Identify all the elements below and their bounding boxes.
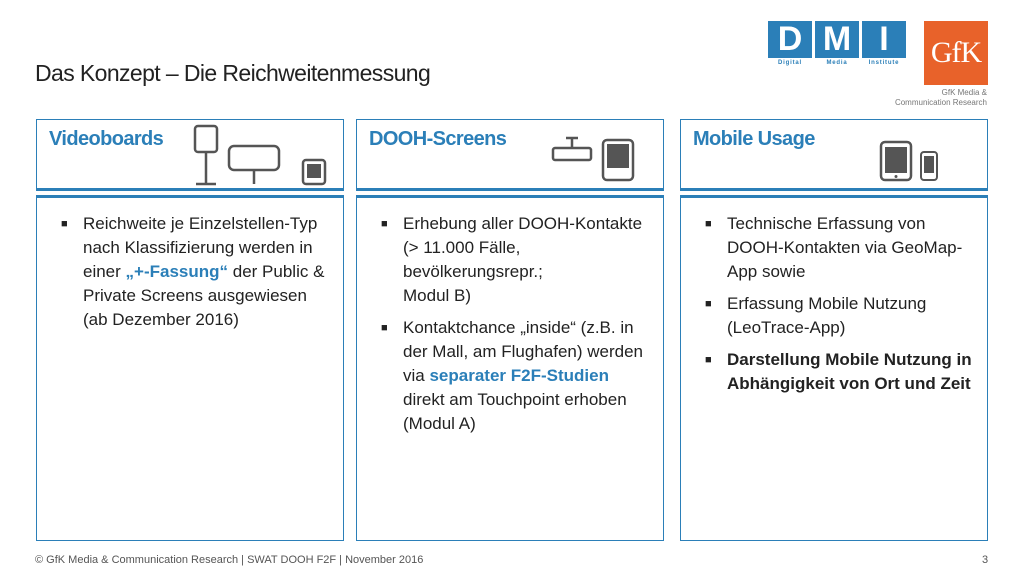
pillar-screen-icon	[195, 126, 217, 184]
billboard-icon	[229, 146, 279, 184]
item-text: Erhebung aller DOOH-Kontakte (> 11.000 Fälle, bevölkerungsrepr.;	[403, 214, 643, 281]
wide-screen-icon	[553, 138, 591, 160]
dooh-icons	[547, 132, 647, 184]
item-text: Technische Erfassung von DOOH-Kontakten via GeoMap-App sowie	[727, 214, 963, 281]
item-text: Erfassung Mobile Nutzung (LeoTrace-App)	[727, 294, 927, 337]
item-text-end: direkt am Touchpoint erhoben (Modul A)	[403, 390, 627, 433]
smartphone-icon	[921, 152, 937, 180]
column-header	[356, 119, 664, 191]
column-header	[36, 119, 344, 191]
small-screen-icon	[303, 160, 325, 184]
column-body	[680, 195, 988, 541]
column-body	[356, 195, 664, 541]
column-title: Mobile Usage	[693, 128, 815, 150]
page-title: Das Konzept – Die Reichweitenmessung	[35, 60, 431, 86]
column-title: DOOH-Screens	[369, 128, 507, 150]
list-item	[369, 316, 651, 436]
item-text-line2: Modul B)	[403, 286, 472, 305]
dmi-letter-d: D	[768, 21, 812, 58]
videoboard-icons	[189, 122, 339, 186]
column-dooh-screens	[356, 119, 664, 541]
bullet-icon: ■	[381, 322, 388, 334]
column-title: Videoboards	[49, 128, 164, 150]
bullet-icon: ■	[705, 354, 712, 366]
list-item	[693, 292, 975, 340]
list-item	[369, 212, 651, 308]
bullet-icon: ■	[61, 218, 68, 230]
list-item	[693, 348, 975, 396]
item-text-end: der Public & Private Screens ausgewiesen (ab Dezember 2016)	[83, 262, 325, 329]
tablet-icon	[881, 142, 911, 180]
list-item	[693, 212, 975, 284]
item-highlight: „+-Fassung“	[125, 262, 229, 281]
column-mobile-usage	[680, 119, 988, 541]
bullet-icon: ■	[705, 298, 712, 310]
tablet-screen-icon	[603, 140, 633, 180]
footer-text: © GfK Media & Communication Research | SWAT DOOH F2F | November 2016	[35, 554, 424, 566]
dmi-letter-m: M	[815, 21, 859, 58]
list-item	[49, 212, 331, 332]
bullet-icon: ■	[705, 218, 712, 230]
gfk-subtitle	[895, 88, 987, 108]
item-text: Darstellung Mobile Nutzung in Abhängigkeit von Ort und Zeit	[727, 350, 972, 393]
item-text: Kontaktchance „inside“ (z.B. in der Mall, am Flughafen) werden via	[403, 318, 644, 385]
item-highlight: separater F2F-Studien	[429, 366, 609, 385]
page-number: 3	[982, 554, 989, 566]
column-header	[680, 119, 988, 191]
item-text: Reichweite je Einzelstellen-Typ nach Klassifizierung werden in einer	[83, 214, 318, 281]
column-videoboards	[36, 119, 344, 541]
dmi-letter-i: I	[862, 21, 906, 58]
column-body	[36, 195, 344, 541]
bullet-icon: ■	[381, 218, 388, 230]
dmi-word-institute: Institute	[868, 60, 900, 66]
gfk-logo: GfK	[924, 21, 988, 85]
gfk-sub-line2: Communication Research	[894, 98, 987, 107]
dmi-logo	[768, 21, 908, 77]
dmi-word-media: Media	[826, 60, 848, 66]
mobile-icons	[877, 138, 947, 184]
dmi-word-digital: Digital	[778, 60, 802, 66]
gfk-sub-line1: GfK Media &	[941, 88, 987, 97]
